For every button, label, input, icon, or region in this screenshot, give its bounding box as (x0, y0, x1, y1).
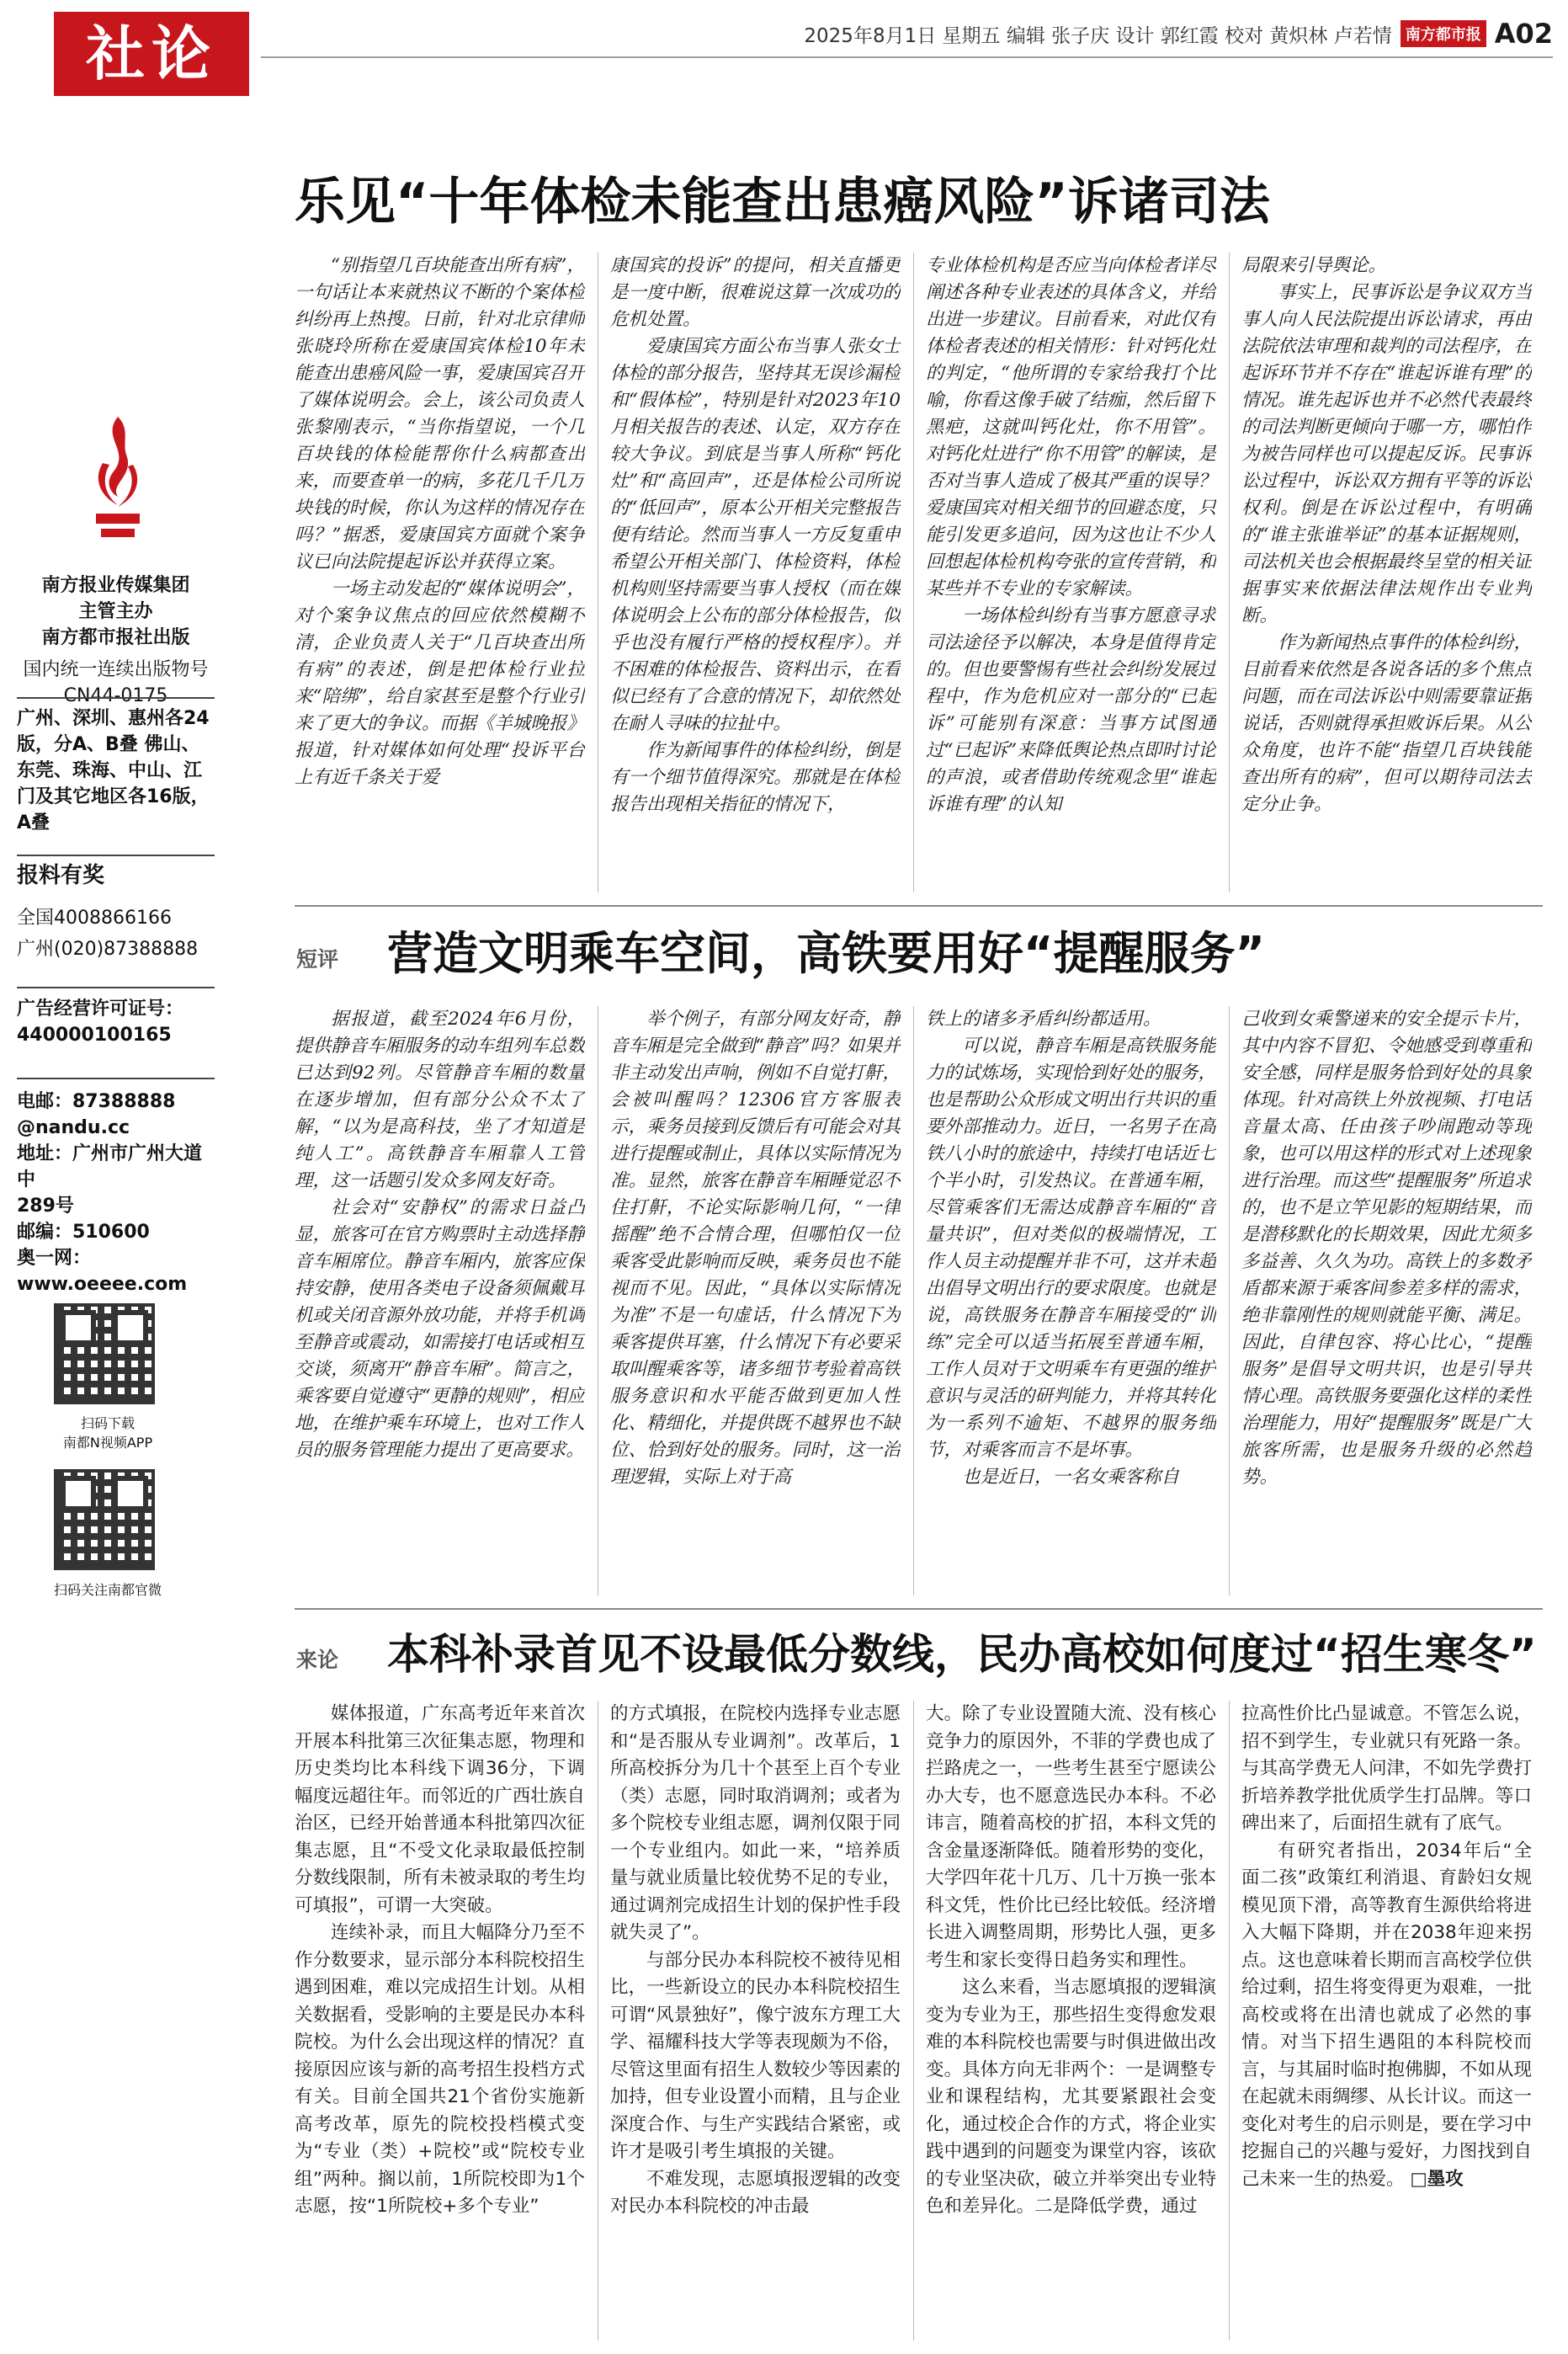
column-divider (1229, 1006, 1230, 1595)
article3-title: 本科补录首见不设最低分数线，民办高校如何度过“招生寒冬” (387, 1630, 1537, 1679)
article2-tag: 短评 (296, 947, 339, 972)
paper-logo: 南方都市报 (1401, 20, 1486, 47)
article1-column-3: 专业体检机构是否应当向体检者详尽阐述各种专业表述的具体含义，并给出进一步建议。目前看来，对此仅有体检者表述的相关情形：针对钙化灶的判定，“他所谓的专家给我打个比喻，你看这像手破了结痂，然后留下黑疤，这就叫钙化灶，你不用管”。对钙化灶进行“你不用管”的解读，是否对当事人造成了极其严重的误导？爱康国宾对相关细节的回避态度，只能引发更多追问，因为这也让不少人回想起体检机构夸张的宣传营销，和某些并不专业的专家解读。 一场体检纠纷有当事方愿意寻求司法途径予以解决，本身是值得肯定的。但也要警惕有些社会纠纷发展过程中，作为危机应对一部分的“已起诉”可能别有深意：当事方试图通过“已起诉”来降低舆论热点即时讨论的声浪，或者借助传统观念里“谁起诉谁有理”的认知 (926, 255, 1216, 815)
article-separator (295, 905, 1543, 907)
editions-info: 广州、深圳、惠州各24版，分A、B叠 佛山、东莞、珠海、中山、江门及其它地区各16版，A叠 (17, 708, 210, 833)
serial-number: 国内统一连续出版物号 CN44-0175 (23, 659, 209, 706)
article1-column-2: 康国宾的投诉”的提问，相关直播更是一度中断，很难说这算一次成功的危机处置。 爱康国宾方面公布当事人张女士体检的部分报告，坚持其无误诊漏检和“假体检”，特别是针对2023年10月相关报告的表述、认定，双方存在较大争议。到底是当事人所称“钙化灶”和“高回声”，还是体检公司所说的“低回声”，原本公开相关完整报告便有结论。然而当事人一方反复重申希望公开相关部门、体检资料，体检机构则坚持需要当事人授权（而在媒体说明会上公布的部分体检报告，似乎也没有履行严格的授权程序）。并不困难的体检报告、资料出示，在看似已经有了合意的情况下，却依然处在耐人寻味的拉扯中。 作为新闻事件的体检纠纷，倒是有一个细节值得深究。那就是在体检报告出现相关指征的情况下， (610, 255, 901, 815)
article3-byline: □墨攻 (1410, 2168, 1464, 2190)
header-meta (804, 15, 1553, 52)
sidebar-divider (17, 855, 215, 856)
header-rule (261, 56, 1553, 58)
article3-column-2: 的方式填报，在院校内选择专业志愿和“是否服从专业调剂”。改革后，1所高校拆分为几十个甚至上百个专业（类）志愿，同时取消调剂；或者为多个院校专业组志愿，调剂仅限于同一个专业组内。如此一来，“培养质量与就业质量比较优势不足的专业，通过调剂完成招生计划的保护性手段就失灵了”。 与部分民办本科院校不被待见相比，一些新设立的民办本科院校招生可谓“风景独好”，像宁波东方理工大学、福耀科技大学等表现颇为不俗，尽管这里面有招生人数较少等因素的加持，但专业设置小而精，且与企业深度合作、与生产实践结合紧密，或许才是吸引考生填报的关键。 不难发现，志愿填报逻辑的改变对民办本科院校的冲击最 (610, 1703, 901, 2217)
article2-column-1: 据报道，截至2024年6月份，提供静音车厢服务的动车组列车总数已达到92列。尽管静音车厢的数量在逐步增加，但有部分公众不太了解，“以为是高科技，坐了才知道是纯人工”。高铁静音车厢靠人工管理，这一话题引发众多网友好奇。 社会对“安静权”的需求日益凸显，旅客可在官方购票时主动选择静音车厢席位。静音车厢内，旅客应保持安静，使用各类电子设备须佩戴耳机或关闭音源外放功能，并将手机调至静音或震动，如需接打电话或相互交谈，须离开“静音车厢”。简言之，乘客要自觉遵守“更静的规则”，相应地，在维护乘车环境上，也对工作人员的服务管理能力提出了更高要求。 (295, 1009, 585, 1461)
column-divider (913, 253, 914, 892)
article1-title: 乐见“十年体检未能查出患癌风险”诉诸司法 (295, 173, 1270, 232)
press-group-logo-icon (84, 413, 151, 547)
publisher-info: 南方报业传媒集团 主管主办 南方都市报社出版 (41, 575, 190, 648)
article3-column-1: 媒体报道，广东高考近年来首次开展本科批第三次征集志愿，物理和历史类均比本科线下调36分，下调幅度远超往年。而邻近的广西壮族自治区，已经开始普通本科批第四次征集志愿，且“不受文化录取最低控制分数线限制，所有未被录取的考生均可填报”，可谓一大突破。 连续补录，而且大幅降分乃至不作分数要求，显示部分本科院校招生遇到困难，难以完成招生计划。从相关数据看，受影响的主要是民办本科院校。为什么会出现这样的情况？直接原因应该与新的高考招生投档方式有关。目前全国共21个省份实施新高考改革，原先的院校投档模式变为“专业（类）+院校”或“院校专业组”两种。搁以前，1所院校即为1个志愿，按“1所院校+多个专业” (295, 1703, 585, 2217)
wechat-qr-code-icon[interactable] (54, 1469, 155, 1570)
sidebar-divider (17, 697, 215, 699)
article1-column-1: “别指望几百块能查出所有病”，一句话让本来就热议不断的个案体检纠纷再上热搜。日前，针对北京律师张晓玲所称在爱康国宾体检10年未能查出患癌风险一事，爱康国宾召开了媒体说明会。会上，该公司负责人张黎刚表示，“当你指望说，一个几百块钱的体检能帮你什么病都查出来，而要查单一的病，多花几千几万块钱的时候，你认为这样的情况存在吗？”据悉，爱康国宾方面就个案争议已向法院提起诉讼并获得立案。 一场主动发起的“媒体说明会”，对个案争议焦点的回应依然模糊不清，企业负责人关于“几百块查出所有病”的表述，倒是把体检行业拉来“陪绑”，给自家甚至是整个行业引来了更大的争议。而据《羊城晚报》报道，针对媒体如何处理“投诉平台上有近千条关于爱 (295, 255, 585, 788)
article3-column-4: 拉高性价比凸显诚意。不管怎么说，招不到学生，专业就只有死路一条。与其高学费无人问津，不如先学费打折培养教学批优质学生打品牌。等口碑出来了，后面招生就有了底气。 有研究者指出，2034年后“全面二孩”政策红利消退、育龄妇女规模见顶下滑，高等教育生源供给将进入大幅下降期，并在2038年迎来拐点。这也意味着长期而言高校学位供给过剩，招生将变得更为艰难，一批高校或将在出清也就成了必然的事情。对当下招生遇阻的本科院校而言，与其届时临时抱佛脚，不如从现在起就未雨绸缪、从长计议。而这一变化对考生的启示则是，要在学习中挖掘自己的兴趣与爱好，力图找到自己未来一生的热爱。 □墨攻 (1241, 1703, 1532, 2190)
column-divider (1229, 253, 1230, 892)
app-qr-caption: 扫码下载 南都N视频APP (62, 1415, 153, 1451)
page-number: A02 (1494, 18, 1553, 50)
reward-title: 报料有奖 (17, 863, 105, 888)
column-divider (913, 1701, 914, 2341)
article1-column-4: 局限来引导舆论。 事实上，民事诉讼是争议双方当事人向人民法院提出诉讼请求，再由法院依法审理和裁判的司法程序，在起诉环节并不存在“谁起诉谁有理”的情况。谁先起诉也并不必然代表最终的司法判断更倾向于哪一方，哪怕作为被告同样也可以提起反诉。民事诉讼过程中，诉讼双方拥有平等的诉讼权利。倒是在诉讼过程中，有明确的“谁主张谁举证”的基本证据规则，司法机关也会根据最终呈堂的相关证据事实来依据法律法规作出专业判断。 作为新闻热点事件的体检纠纷，目前看来依然是各说各话的多个焦点问题，而在司法诉讼中则需要靠证据说话，否则就得承担败诉后果。从公众角度，也许不能“指望几百块钱能查出所有的病”，但可以期待司法去定分止争。 (1241, 255, 1532, 815)
sidebar-divider (17, 987, 215, 988)
article2-column-3: 铁上的诸多矛盾纠纷都适用。 可以说，静音车厢是高铁服务能力的试炼场，实现恰到好处的服务，也是帮助公众形成文明出行共识的重要外部推动力。近日，一名男子在高铁八小时的旅途中，持续打电话近七个半小时，引发热议。在普通车厢，尽管乘客们无需达成静音车厢的“音量共识”，但对类似的极端情况，工作人员主动提醒并非不可，这并未超出倡导文明出行的要求限度。也就是说，高铁服务在静音车厢接受的“训练”完全可以适当拓展至普通车厢，工作人员对于文明乘车有更强的维护意识与灵活的研判能力，并将其转化为一系列不逾矩、不越界的服务细节，对乘客而言不是坏事。 也是近日，一名女乘客称自 (926, 1009, 1216, 1488)
wechat-qr-caption: 扫码关注南都官微 (53, 1582, 162, 1598)
sidebar-divider (17, 1078, 215, 1079)
section-badge: 社论 (54, 12, 249, 96)
article3-column-3: 大。除了专业设置随大流、没有核心竞争力的原因外，不菲的学费也成了拦路虎之一，一些考生甚至宁愿读公办大专，也不愿意选民办本科。不必讳言，随着高校的扩招，本科文凭的含金量逐渐降低。随着形势的变化，大学四年花十几万、几十万换一张本科文凭，性价比已经比较低。经济增长进入调整周期，形势比人强，更多考生和家长变得日趋务实和理性。 这么来看，当志愿填报的逻辑演变为专业为王，那些招生变得愈发艰难的本科院校也需要与时俱进做出改变。具体方向无非两个：一是调整专业和课程结构，尤其要紧跟社会变化，通过校企合作的方式，将企业实践中遇到的问题变为课堂内容，该砍的专业坚决砍，破立并举突出专业特色和差异化。二是降低学费，通过 (926, 1703, 1216, 2217)
column-divider (1229, 1701, 1230, 2341)
ad-license: 广告经营许可证号： 440000100165 (17, 999, 184, 1046)
article2-title: 营造文明乘车空间，高铁要用好“提醒服务” (387, 927, 1265, 980)
issue-info: 2025年8月1日 星期五 编辑 张子庆 设计 郭红霞 校对 黄炽林 卢若情 (804, 24, 1392, 47)
column-divider (913, 1006, 914, 1595)
article2-column-2: 举个例子，有部分网友好奇，静音车厢是完全做到“静音”吗？如果并非主动发出声响，例如不自觉打鼾，会被叫醒吗？12306官方客服表示，乘务员接到反馈后有可能会对其进行提醒或制止，具体以实际情况为准。显然，旅客在静音车厢睡觉忍不住打鼾，不论实际影响几何，“一律摇醒”绝不合情合理，但哪怕仅一位乘客受此影响而反映，乘务员也不能视而不见。因此，“具体以实际情况为准”不是一句虚话，什么情况下为乘客提供耳塞，什么情况下有必要采取叫醒乘客等，诸多细节考验着高铁服务意识和水平能否做到更加人性化、精细化，并提供既不越界也不缺位、恰到好处的服务。同时，这一治理逻辑，实际上对于高 (610, 1009, 901, 1488)
reward-hotlines: 全国4008866166 广州(020)87388888 (17, 908, 199, 960)
contact-info: 电邮：87388888 @nandu.cc 地址：广州市广州大道中 289号 邮编：510600 奥一网： www.oeeee.com (17, 1091, 203, 1295)
article-separator (295, 1608, 1543, 1610)
article2-column-4: 己收到女乘警递来的安全提示卡片，其中内容不冒犯、令她感受到尊重和安全感，同样是服务恰到好处的具象体现。针对高铁上外放视频、打电话音量太高、任由孩子吵闹跑动等现象，也可以用这样的形式对上述现象进行治理。而这些“提醒服务”所追求的，也不是立竿见影的短期结果，而是潜移默化的长期效果，因此尤须多多益善、久久为功。高铁上的多数矛盾都来源于乘客间参差多样的需求，绝非靠刚性的规则就能平衡、满足。因此，自律包容、将心比心，“提醒服务”是倡导文明共识，也是引导共情心理。高铁服务要强化这样的柔性治理能力，用好“提醒服务”既是广大旅客所需，也是服务升级的必然趋势。 (1241, 1009, 1532, 1488)
app-qr-code-icon[interactable] (54, 1303, 155, 1404)
article3-tag: 来论 (296, 1648, 339, 1672)
